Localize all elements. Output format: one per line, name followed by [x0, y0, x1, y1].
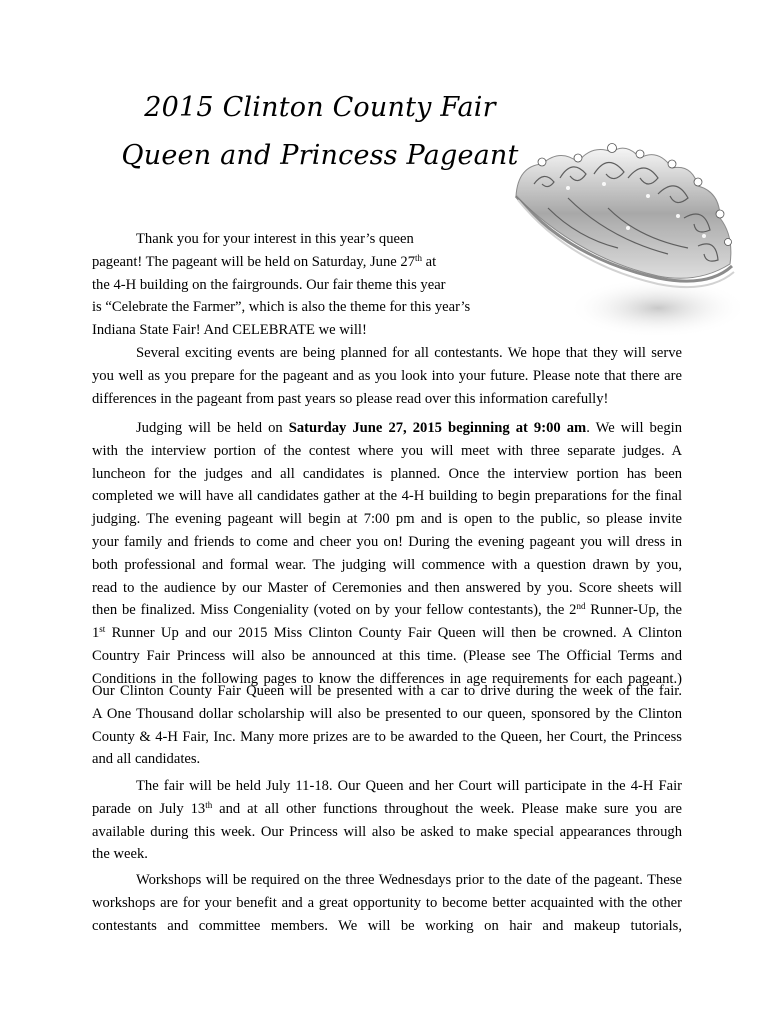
paragraph-line: luncheon for the judges and all candidates is planned. Once the interview portion has been — [92, 465, 682, 482]
ordinal-suffix: nd — [576, 601, 586, 612]
judging-date-bold: Saturday June 27, 2015 beginning at 9:00 am — [288, 420, 587, 436]
paragraph-line: contestants and committee members. We will be working on hair and makeup tutorials, — [92, 917, 682, 934]
paragraph-line: Country Fair Princess will also be announced at this time. (Please see The Official Terms and — [92, 647, 682, 664]
text-run: parade on July 13 — [92, 800, 206, 817]
paragraph-line: completed we will have all candidates gather at the 4-H building to begin preparations for the final — [92, 488, 682, 505]
paragraph-line: and all candidates. — [92, 751, 201, 768]
paragraph-line: judging. The evening pageant will begin at 7:00 pm and is open to the public, so please invite — [92, 511, 682, 528]
intro-line-5: Indiana State Fair! And CELEBRATE we will! — [92, 322, 367, 339]
paragraph-line: Conditions in the following pages to know the differences in age requirements for each pageant.) — [92, 670, 682, 687]
text-run: then be finalized. Miss Congeniality (voted on by your fellow contestants), the 2 — [92, 602, 577, 619]
text-run: Runner-Up, the — [585, 602, 682, 619]
intro-line-3: the 4-H building on the fairgrounds. Our fair theme this year — [92, 276, 446, 293]
paragraph-line: differences in the pageant from past years so please read over this information carefully! — [92, 390, 609, 407]
paragraph-line: The fair will be held July 11-18. Our Queen and her Court will participate in the 4-H Fair — [136, 778, 682, 794]
intro-line-2: pageant! The pageant will be held on Saturday, June 27 — [92, 253, 415, 270]
text-run: 1 — [92, 625, 100, 642]
intro-line-1: Thank you for your interest in this year’s queen — [136, 231, 414, 247]
intro-line-4: is “Celebrate the Farmer”, which is also the theme for this year’s — [92, 299, 471, 316]
paragraph-line: available during this week. Our Princess will also be asked to make special appearances through — [92, 823, 682, 840]
paragraph-judging — [92, 417, 682, 691]
paragraph-line — [92, 622, 682, 645]
intro-line-2-end: at — [422, 253, 437, 270]
paragraph-line — [92, 798, 682, 821]
paragraph-line — [92, 599, 682, 622]
paragraph-line: workshops are for your benefit and a great opportunity to become better acquainted with the other — [92, 894, 682, 911]
paragraph-line: County & 4-H Fair, Inc. Many more prizes are to be awarded to the Queen, her Court, the Princess — [92, 728, 682, 745]
ordinal-suffix: th — [415, 252, 423, 263]
paragraph-line: with the interview portion of the contest where you will meet with three separate judges. A — [92, 442, 682, 459]
title-line-2: Queen and Princess Pageant — [121, 140, 519, 171]
paragraph-line — [92, 417, 682, 440]
paragraph-line: your family and friends to come and cheer you on! During the evening pageant you will dress in — [92, 533, 682, 550]
intro-paragraph — [92, 228, 512, 342]
paragraph-line: Our Clinton County Fair Queen will be presented with a car to drive during the week of the fair. — [92, 683, 682, 699]
paragraph-line: A One Thousand dollar scholarship will also be presented to our queen, sponsored by the Clinton — [92, 705, 682, 722]
title-line-1: 2015 Clinton County Fair — [144, 92, 496, 123]
ordinal-suffix: st — [99, 624, 106, 635]
ordinal-suffix: th — [205, 799, 213, 810]
paragraph-line: Several exciting events are being planned for all contestants. We hope that they will serve — [136, 345, 682, 361]
paragraph-workshops — [92, 869, 682, 937]
paragraph-line: both professional and formal wear. The judging will commence with a question drawn by you, — [92, 556, 682, 573]
paragraph-line: read to the audience by our Master of Ceremonies and then answered by you. Score sheets will — [92, 579, 682, 596]
paragraph-line: Workshops will be required on the three Wednesdays prior to the date of the pageant. These — [136, 872, 682, 888]
text-run: Judging will be held on — [136, 420, 289, 436]
text-run: Runner Up and our 2015 Miss Clinton County Fair Queen will then be crowned. A Clinton — [105, 625, 682, 642]
paragraph-line: the week. — [92, 846, 148, 863]
paragraph-events — [92, 342, 682, 410]
paragraph-line: you well as you prepare for the pageant and as you look into your future. Please note that there are — [92, 367, 682, 384]
tiara-icon — [508, 138, 740, 344]
paragraph-fair-week — [92, 775, 682, 866]
text-run: and at all other functions throughout the week. Please make sure you are — [212, 800, 682, 817]
text-run: . We will begin — [586, 420, 682, 436]
paragraph-prizes — [92, 680, 682, 771]
